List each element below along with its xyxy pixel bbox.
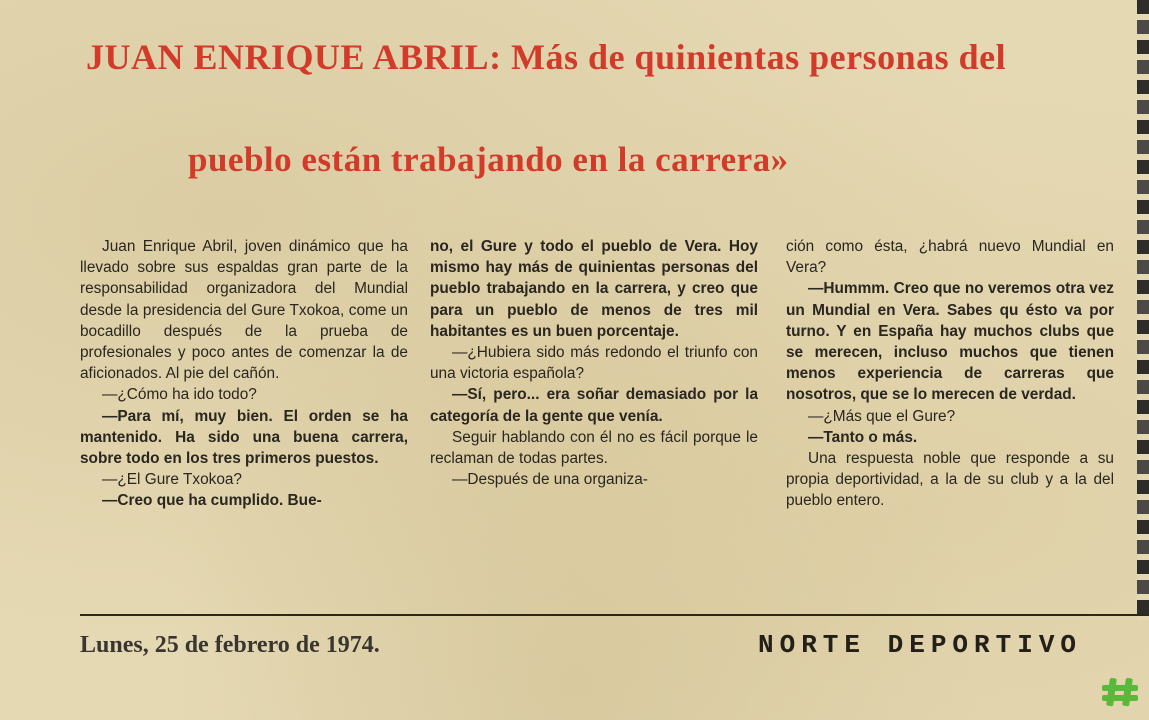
adjacent-page-edge bbox=[1137, 0, 1149, 620]
article-paragraph: Seguir hablando con él no es fácil porque le reclaman de todas partes. bbox=[430, 428, 758, 468]
article-paragraph: ción como ésta, ¿habrá nuevo Mundial en Vera? bbox=[786, 238, 1114, 277]
article-column-1 bbox=[80, 236, 408, 602]
footer-rule bbox=[80, 614, 1149, 616]
headline-line-2: pueblo están trabajando en la carrera» bbox=[188, 140, 789, 179]
article-body bbox=[80, 236, 1114, 602]
article-paragraph: —¿Hubiera sido más redondo el triunfo con una victoria española? bbox=[430, 344, 758, 383]
article-paragraph: —Sí, pero... era soñar demasiado por la categoría de la gente que venía. bbox=[430, 386, 758, 425]
article-column-2 bbox=[430, 236, 758, 602]
article-paragraph: Una respuesta noble que responde a su propia deportividad, a la de su club y a la del pueblo entero. bbox=[786, 450, 1114, 510]
article-paragraph: no, el Gure y todo el pueblo de Vera. Hoy mismo hay más de quinientas personas del pueblo trabajando en la carrera, y creo que para un pueblo de menos de tres mil habitantes es un buen porcentaje. bbox=[430, 238, 758, 340]
article-paragraph: —Para mí, muy bien. El orden se ha mantenido. Ha sido una buena carrera, sobre todo en los tres primeros puestos. bbox=[80, 407, 408, 468]
article-paragraph: —¿El Gure Txokoa? bbox=[102, 471, 242, 489]
article-paragraph: Juan Enrique Abril, joven dinámico que ha llevado sobre sus espaldas gran parte de la responsabilidad organizadora del Mundial desde la presidencia del Gure Txokoa, come un bocadillo después de la prueba de profesionales y poco antes de comenzar la de aficionados. Al pie del cañón. bbox=[80, 238, 408, 383]
article-paragraph: —¿Más que el Gure? bbox=[808, 407, 956, 425]
issue-date: Lunes, 25 de febrero de 1974. bbox=[80, 632, 380, 658]
logo-icon bbox=[1102, 676, 1138, 708]
article-paragraph: —Hummm. Creo que no veremos otra vez un Mundial en Vera. Sabes qu ésto va por turno. Y en España hay muchos clubs que se merecen, incluso muchos que tienen menos experiencia de carreras que nosotros, que se lo merecen de verdad. bbox=[786, 280, 1114, 404]
article-paragraph: —Creo que ha cumplido. Bue- bbox=[102, 492, 322, 510]
article-paragraph: —Después de una organiza- bbox=[452, 471, 648, 489]
headline-line-1: JUAN ENRIQUE ABRIL: Más de quinientas personas del bbox=[86, 37, 1007, 77]
article-paragraph: —Tanto o más. bbox=[808, 428, 918, 446]
newspaper-masthead: NORTE DEPORTIVO bbox=[758, 630, 1083, 660]
article-column-3 bbox=[786, 236, 1114, 602]
article-paragraph: —¿Cómo ha ido todo? bbox=[102, 386, 257, 404]
